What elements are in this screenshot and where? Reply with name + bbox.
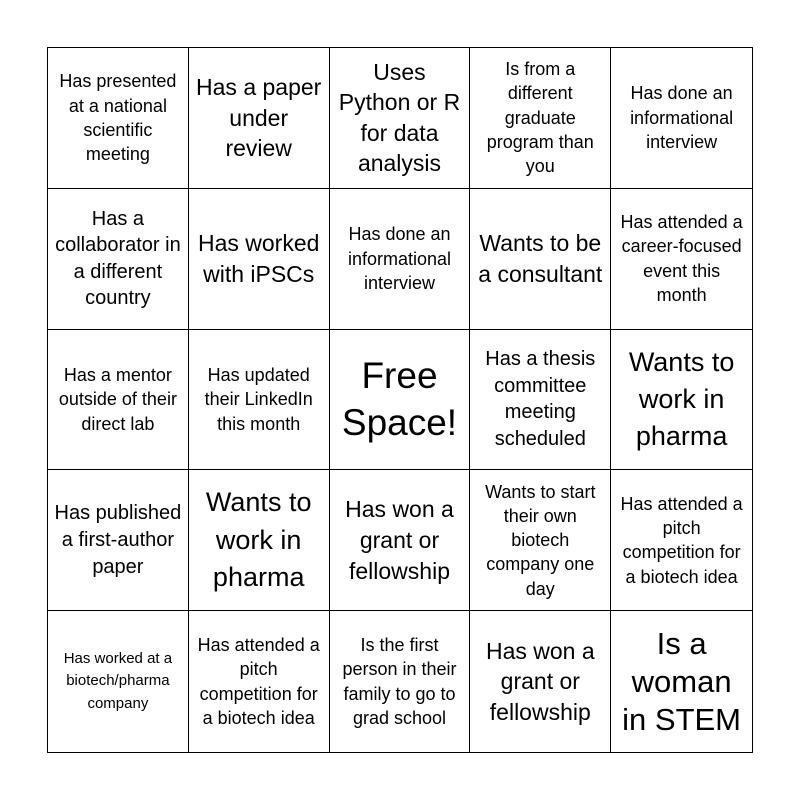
cell-text: Is a woman in STEM	[622, 625, 742, 737]
bingo-cell[interactable]	[611, 470, 752, 611]
cell-text: Has worked at a biotech/pharma company	[63, 649, 173, 712]
bingo-cell[interactable]	[470, 330, 611, 471]
cell-text: Has done an informational interview	[347, 224, 452, 293]
cell-text: Has a mentor outside of their direct lab	[58, 365, 177, 434]
free-space-text: Free Space!	[341, 355, 458, 444]
bingo-cell[interactable]	[470, 470, 611, 611]
bingo-cell[interactable]	[330, 48, 471, 189]
cell-text: Has published a first-author paper	[54, 502, 182, 578]
cell-text: Is from a different graduate program than you	[486, 59, 594, 177]
cell-text: Wants to work in pharma	[628, 346, 735, 452]
cell-text: Has a paper under review	[196, 74, 322, 162]
bingo-cell[interactable]	[48, 189, 189, 330]
bingo-cell[interactable]	[330, 611, 471, 752]
bingo-cell[interactable]	[611, 48, 752, 189]
bingo-cell[interactable]	[611, 611, 752, 752]
cell-text: Has won a grant or fellowship	[345, 496, 454, 584]
cell-text: Has done an informational interview	[630, 83, 734, 153]
cell-text: Uses Python or R for data analysis	[338, 58, 461, 177]
cell-text: Has updated their LinkedIn this month	[204, 365, 313, 434]
cell-text: Has won a grant or fellowship	[485, 637, 595, 725]
cell-text: Is the first person in their family to go to grad school	[342, 635, 457, 728]
cell-text: Has attended a pitch competition for a biotech idea	[197, 635, 320, 728]
bingo-cell[interactable]	[189, 48, 330, 189]
bingo-cell[interactable]	[189, 611, 330, 752]
bingo-cell[interactable]	[48, 470, 189, 611]
bingo-cell[interactable]	[330, 470, 471, 611]
cell-text: Has attended a pitch competition for a biotech idea	[620, 493, 743, 587]
bingo-cell[interactable]	[48, 48, 189, 189]
cell-text: Has attended a career-focused event this month	[620, 212, 743, 305]
cell-text: Has presented at a national scientific meeting	[59, 71, 177, 165]
bingo-cell[interactable]	[330, 189, 471, 330]
cell-text: Has a collaborator in a different country	[55, 207, 181, 310]
bingo-cell[interactable]	[189, 470, 330, 611]
cell-text: Wants to be a consultant	[478, 230, 603, 287]
bingo-cell[interactable]	[470, 48, 611, 189]
bingo-card	[47, 47, 753, 753]
cell-text: Wants to work in pharma	[205, 487, 312, 592]
free-space-cell[interactable]	[330, 330, 471, 471]
bingo-cell[interactable]	[470, 189, 611, 330]
bingo-cell[interactable]	[611, 330, 752, 471]
cell-text: Wants to start their own biotech company one day	[485, 481, 596, 599]
bingo-cell[interactable]	[48, 330, 189, 471]
bingo-cell[interactable]	[189, 330, 330, 471]
bingo-cell[interactable]	[189, 189, 330, 330]
bingo-cell[interactable]	[611, 189, 752, 330]
bingo-cell[interactable]	[470, 611, 611, 752]
bingo-cell[interactable]	[48, 611, 189, 752]
cell-text: Has a thesis committee meeting scheduled	[485, 348, 596, 451]
cell-text: Has worked with iPSCs	[197, 230, 320, 287]
